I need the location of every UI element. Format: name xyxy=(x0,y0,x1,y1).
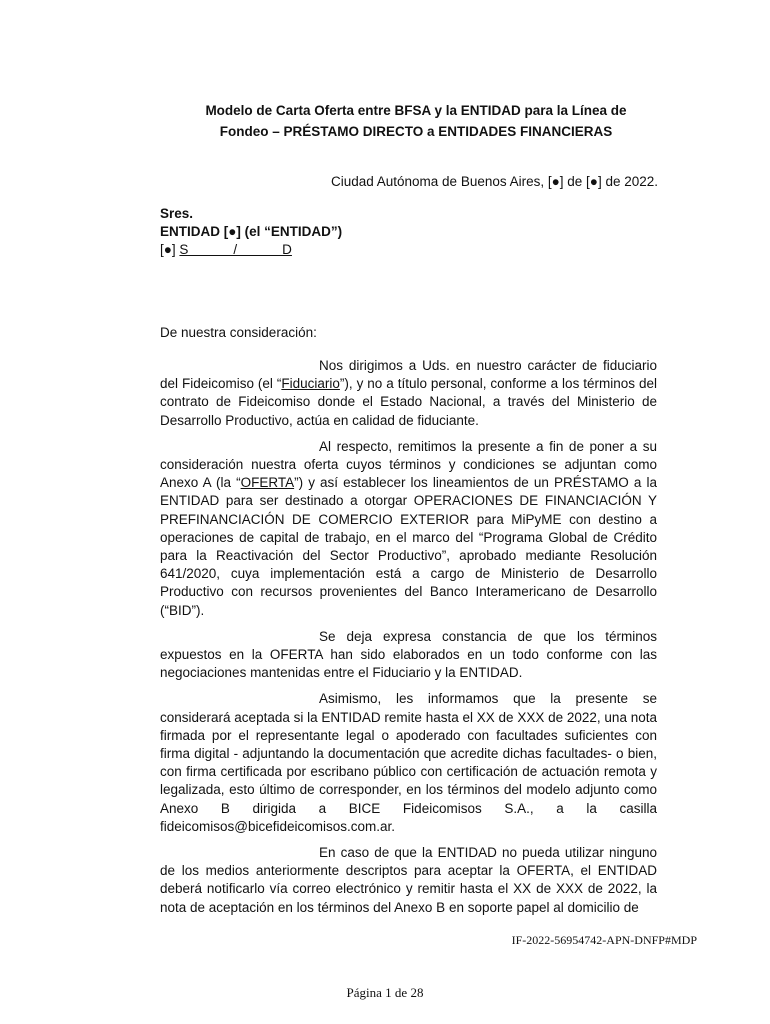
addressee-sres: Sres. xyxy=(160,206,194,221)
addressee-entity: ENTIDAD [●] (el “ENTIDAD”) xyxy=(160,224,343,239)
page-number: Página 1 de 28 xyxy=(346,985,424,1000)
title-line-2: Fondeo – PRÉSTAMO DIRECTO a ENTIDADES FINANCIERAS xyxy=(219,124,613,139)
addressee-sd: S / D xyxy=(179,242,292,257)
paragraph-2 xyxy=(160,438,657,620)
paragraph-1-text-a: Nos dirigimos a Uds. en nuestro carácter de fiduciario del Fideicomiso (el “ xyxy=(160,358,657,392)
addressee-block xyxy=(160,205,342,259)
document-reference: IF-2022-56954742-APN-DNFP#MDP xyxy=(511,933,697,947)
paragraph-3: Se deja expresa constancia de que los términos expuestos en la OFERTA han sido elaborados en un todo conforme con las negociaciones mantenidas entre el Fiduciario y la ENTIDAD. xyxy=(160,628,657,681)
document-title xyxy=(160,100,672,142)
fiduciario-term: Fiduciario xyxy=(281,376,340,392)
paragraph-1 xyxy=(160,357,657,430)
paragraph-1-text-b: ”), y no a título personal, conforme a los términos del contrato de Fideicomiso donde el Estado Nacional, a través del Ministerio de Desarrollo Productivo, actúa en calidad de fiduciante. xyxy=(160,376,657,428)
paragraph-5: En caso de que la ENTIDAD no pueda utilizar ninguno de los medios anteriormente descriptos para aceptar la OFERTA, el ENTIDAD deberá notificarlo vía correo electrónico y remitir hasta el XX de XXX de 2022, la nota de aceptación en los términos del Anexo B en soporte papel al domicilio de xyxy=(160,845,657,915)
addressee-prefix: [●] xyxy=(160,242,180,257)
oferta-term: OFERTA xyxy=(240,475,295,491)
paragraph-4: Asimismo, les informamos que la presente se considerará aceptada si la ENTIDAD remite hasta el XX de XXX de 2022, una nota firmada por el representante legal o apoderado con facultades suficientes con firma digital - adjuntando la documentación que acredite dichas facultades- o bien, con firma certificada por escribano público con certificación de actuación remota y legalizada, esto último de corresponder, en los términos del modelo adjunto como Anexo B dirigida a BICE Fideicomisos S.A., a la casilla fideicomisos@bicefideicomisos.com.ar. xyxy=(160,691,657,834)
salutation: De nuestra consideración: xyxy=(160,325,317,340)
letter-body xyxy=(160,357,657,925)
title-line-1: Modelo de Carta Oferta entre BFSA y la ENTIDAD para la Línea de xyxy=(205,103,627,118)
place-date: Ciudad Autónoma de Buenos Aires, [●] de [●] de 2022. xyxy=(330,174,658,189)
addressee-sd-line xyxy=(160,241,342,259)
paragraph-2-text-b: ”) y así establecer los lineamientos de un PRÉSTAMO a la ENTIDAD para ser destinado a otorgar OPERACIONES DE FINANCIACIÓN Y PREFINANCIACIÓN DE COMERCIO EXTERIOR para MiPyME con destino a operaciones de capital de trabajo, en el marco del “Programa Global de Crédito para la Reactivación del Sector Productivo”, aprobado mediante Resolución 641/2020, cuya implementación está a cargo de Ministerio de Desarrollo Productivo con recursos provenientes del Banco Interamericano de Desarrollo (“BID”). xyxy=(160,475,657,618)
paragraph-2-text-a: Al respecto, remitimos la presente a fin de poner a su consideración nuestra oferta cuyos términos y condiciones se adjuntan como Anexo A (la “ xyxy=(160,438,657,491)
